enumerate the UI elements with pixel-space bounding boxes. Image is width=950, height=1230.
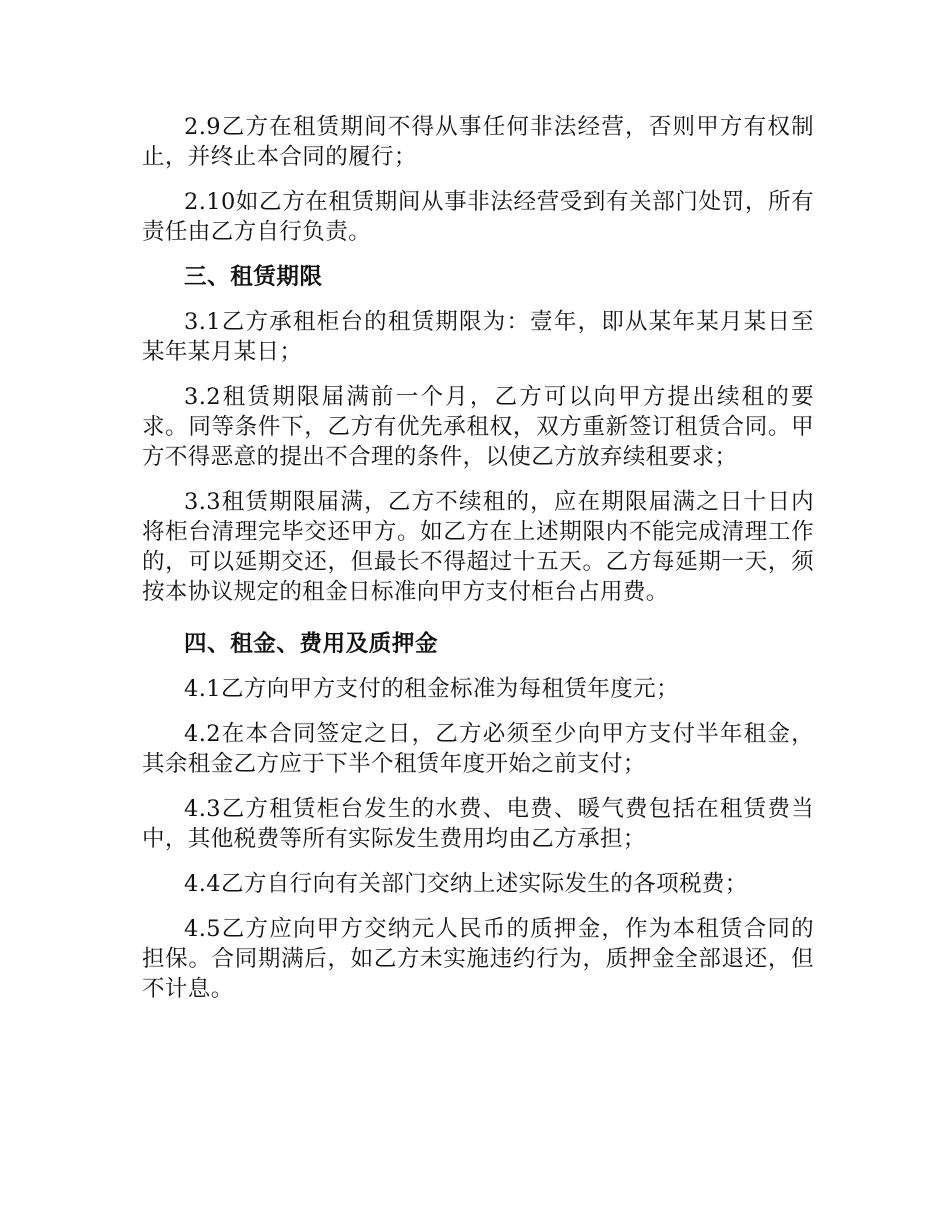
- section-heading-lease-term: 三、租赁期限: [184, 264, 323, 290]
- section-heading-rent-fees-deposit: 四、租金、费用及质押金: [184, 631, 439, 657]
- clause-4-2: 4.2在本合同签定之日，乙方必须至少向甲方支付半年租金，其余租金乙方应于下半个租赁年度开始之前支付；: [142, 721, 814, 777]
- document-page: [142, 112, 814, 1019]
- clause-3-2: 3.2租赁期限届满前一个月，乙方可以向甲方提出续租的要求。同等条件下，乙方有优先承租权，双方重新签订租赁合同。甲方不得恶意的提出不合理的条件，以使乙方放弃续租要求；: [142, 384, 814, 470]
- clause-2-10: 2.10如乙方在租赁期间从事非法经营受到有关部门处罚，所有责任由乙方自行负责。: [142, 189, 814, 245]
- clause-4-3: 4.3乙方租赁柜台发生的水费、电费、暖气费包括在租赁费当中，其他税费等所有实际发生费用均由乙方承担；: [142, 796, 814, 852]
- clause-4-1: 4.1乙方向甲方支付的租金标准为每租赁年度元；: [184, 676, 679, 702]
- clause-3-3: 3.3租赁期限届满，乙方不续租的，应在期限届满之日十日内将柜台清理完毕交还甲方。如乙方在上述期限内不能完成清理工作的，可以延期交还，但最长不得超过十五天。乙方每延期一天，须按本协议规定的租金日标准向甲方支付柜台占用费。: [142, 489, 814, 605]
- clause-4-4: 4.4乙方自行向有关部门交纳上述实际发生的各项税费；: [184, 871, 748, 897]
- clause-3-1: 3.1乙方承租柜台的租赁期限为：壹年，即从某年某月某日至某年某月某日；: [142, 309, 814, 365]
- clause-2-9: 2.9乙方在租赁期间不得从事任何非法经营，否则甲方有权制止，并终止本合同的履行；: [142, 114, 814, 170]
- clause-4-5: 4.5乙方应向甲方交纳元人民币的质押金，作为本租赁合同的担保。合同期满后，如乙方未实施违约行为，质押金全部退还，但不计息。: [142, 916, 814, 1002]
